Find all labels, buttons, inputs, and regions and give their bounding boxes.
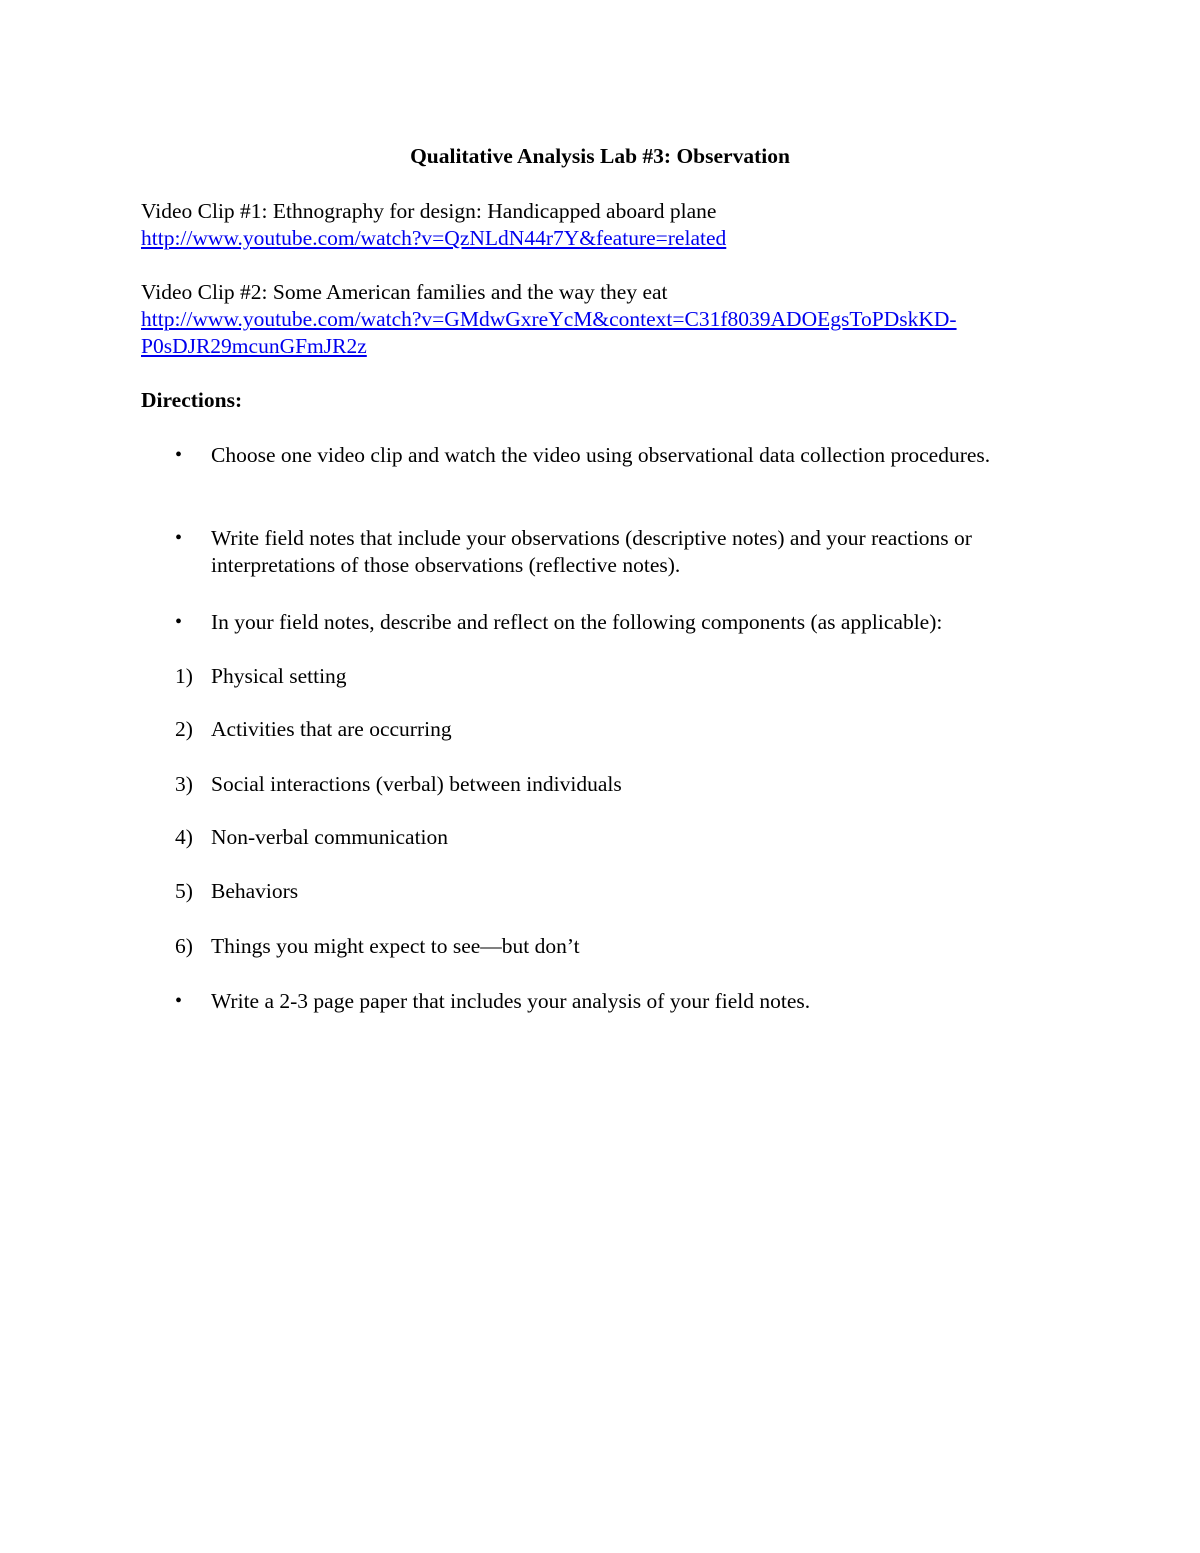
list-item-text: Write a 2-3 page paper that includes your analysis of your field notes.	[211, 989, 811, 1013]
list-item-text: Choose one video clip and watch the video using observational data collection procedures.	[211, 443, 991, 467]
list-item-text: Behaviors	[211, 879, 299, 903]
bullet-marker: •	[175, 444, 183, 466]
video-clip-2-link-line2: P0sDJR29mcunGFmJR2z	[141, 334, 367, 358]
video-clip-2	[141, 279, 1061, 360]
number-marker: 4)	[175, 825, 193, 849]
video-clip-2-label: Video Clip #2: Some American families and the way they eat	[141, 280, 668, 304]
number-marker: 2)	[175, 717, 193, 741]
document-title: Qualitative Analysis Lab #3: Observation	[410, 144, 790, 168]
video-clip-1-link[interactable]: http://www.youtube.com/watch?v=QzNLdN44r7Y&feature=related	[141, 226, 727, 250]
list-item-text: Physical setting	[211, 664, 347, 688]
directions-heading: Directions:	[141, 388, 243, 412]
bullet-marker: •	[175, 527, 183, 549]
bullet-marker: •	[175, 611, 183, 633]
number-marker: 6)	[175, 934, 193, 958]
list-item-text: Write field notes that include your observations (descriptive notes) and your reactions or interpretations of those observations (reflective notes).	[211, 526, 972, 577]
video-clip-1-label: Video Clip #1: Ethnography for design: Handicapped aboard plane	[141, 199, 717, 223]
list-item-text: Non-verbal communication	[211, 825, 449, 849]
number-marker: 3)	[175, 772, 193, 796]
number-marker: 5)	[175, 879, 193, 903]
bullet-marker: •	[175, 990, 183, 1012]
list-item-text: In your field notes, describe and reflect on the following components (as applicable):	[211, 610, 943, 634]
list-item-text: Things you might expect to see—but don’t	[211, 934, 580, 958]
list-item-text: Social interactions (verbal) between individuals	[211, 772, 622, 796]
video-clip-2-link-line1: http://www.youtube.com/watch?v=GMdwGxreYcM&context=C31f8039ADOEgsToPDskKD-	[141, 307, 957, 331]
video-clip-2-link[interactable]	[141, 306, 1061, 360]
video-clip-1	[141, 198, 1061, 252]
number-marker: 1)	[175, 664, 193, 688]
list-item-text: Activities that are occurring	[211, 717, 452, 741]
